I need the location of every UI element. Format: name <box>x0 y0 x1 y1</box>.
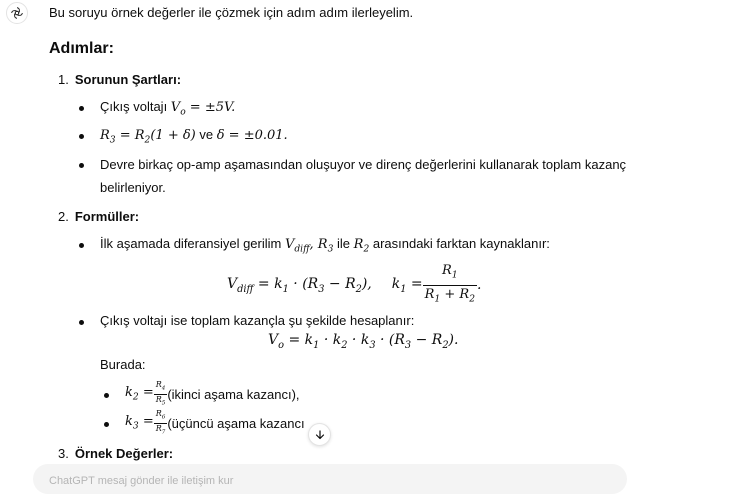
math-vo: $V_o$ <box>170 100 186 118</box>
section-1-number: 1. <box>58 72 69 87</box>
fraction-k2: $\frac{R_4}{R_5}$ <box>155 379 166 407</box>
math-vo-value: = ±5V. <box>185 100 236 115</box>
intro-text: Bu soruyu örnek değerler ile çözmek için adım adım ilerleyelim. <box>49 5 414 20</box>
k2-definition: $k_2$ = $\frac{R_4}{R_5}$ (ikinci aşama kazancı), <box>125 379 300 407</box>
bullet-dot <box>104 422 109 427</box>
condition-voltage <box>100 99 235 118</box>
bullet-dot <box>79 106 84 111</box>
section-2-title <box>58 209 139 224</box>
bullet-dot <box>79 163 84 168</box>
math-r3-eq: $R_3 = R_2(1 + \delta)$ <box>100 128 196 146</box>
bullet-dot <box>79 243 84 248</box>
assistant-avatar <box>6 2 28 24</box>
condition-stages-line1: Devre birkaç op-amp aşamasından oluşuyor ve direnç değerlerini kullanarak toplam kazanç <box>100 157 627 172</box>
fraction-k1: $\frac{R_1}{R_1 + R_2}$ <box>424 262 476 305</box>
section-1-label: Sorunun Şartları: <box>74 72 182 87</box>
message-composer[interactable] <box>33 464 627 494</box>
bullet-dot <box>104 393 109 398</box>
equation-vo: $V_o = k_1 \cdot k_2 \cdot k_3 \cdot (R_3 - R_2)$. <box>268 332 459 351</box>
equation-vdiff: $V_{diff} = k_1 \cdot (R_3 - R_2)$, $k_1$ = $\frac{R_1}{R_1 + R_2}$ . <box>227 266 481 304</box>
openai-logo-icon <box>10 6 24 20</box>
condition-resistor-and: ve <box>195 127 217 142</box>
bullet-dot <box>79 134 84 139</box>
condition-resistor <box>100 127 288 146</box>
bullet-dot <box>79 320 84 325</box>
section-3-title <box>58 446 173 461</box>
section-2-label: Formüller: <box>74 209 140 224</box>
section-2-number: 2. <box>58 209 69 224</box>
condition-stages-line2: belirleniyor. <box>100 180 166 195</box>
formula-diff-intro: İlk aşamada diferansiyel gerilim $V_{diff}$, $R_3$ ile $R_2$ arasındaki farktan kaynaklanır: <box>100 236 550 255</box>
section-1-title <box>58 72 181 87</box>
section-3-label: Örnek Değerler: <box>74 446 174 461</box>
scroll-to-bottom-button[interactable] <box>308 423 331 446</box>
composer-hint: ChatGPT mesaj gönder ile iletişim kur <box>49 475 234 487</box>
fraction-k3: $\frac{R_6}{R_7}$ <box>155 408 166 436</box>
arrow-down-icon <box>314 429 326 441</box>
formula-output-intro: Çıkış voltajı ise toplam kazançla şu şekilde hesaplanır: <box>100 313 415 328</box>
condition-voltage-text: Çıkış voltajı <box>100 99 171 114</box>
k3-definition: $k_3$ = $\frac{R_6}{R_7}$ (üçüncü aşama kazancı <box>125 408 305 436</box>
section-3-number: 3. <box>58 446 69 461</box>
burada-label: Burada: <box>100 357 146 372</box>
steps-heading: Adımlar: <box>49 40 114 57</box>
math-delta: δ = ±0.01. <box>216 128 288 143</box>
